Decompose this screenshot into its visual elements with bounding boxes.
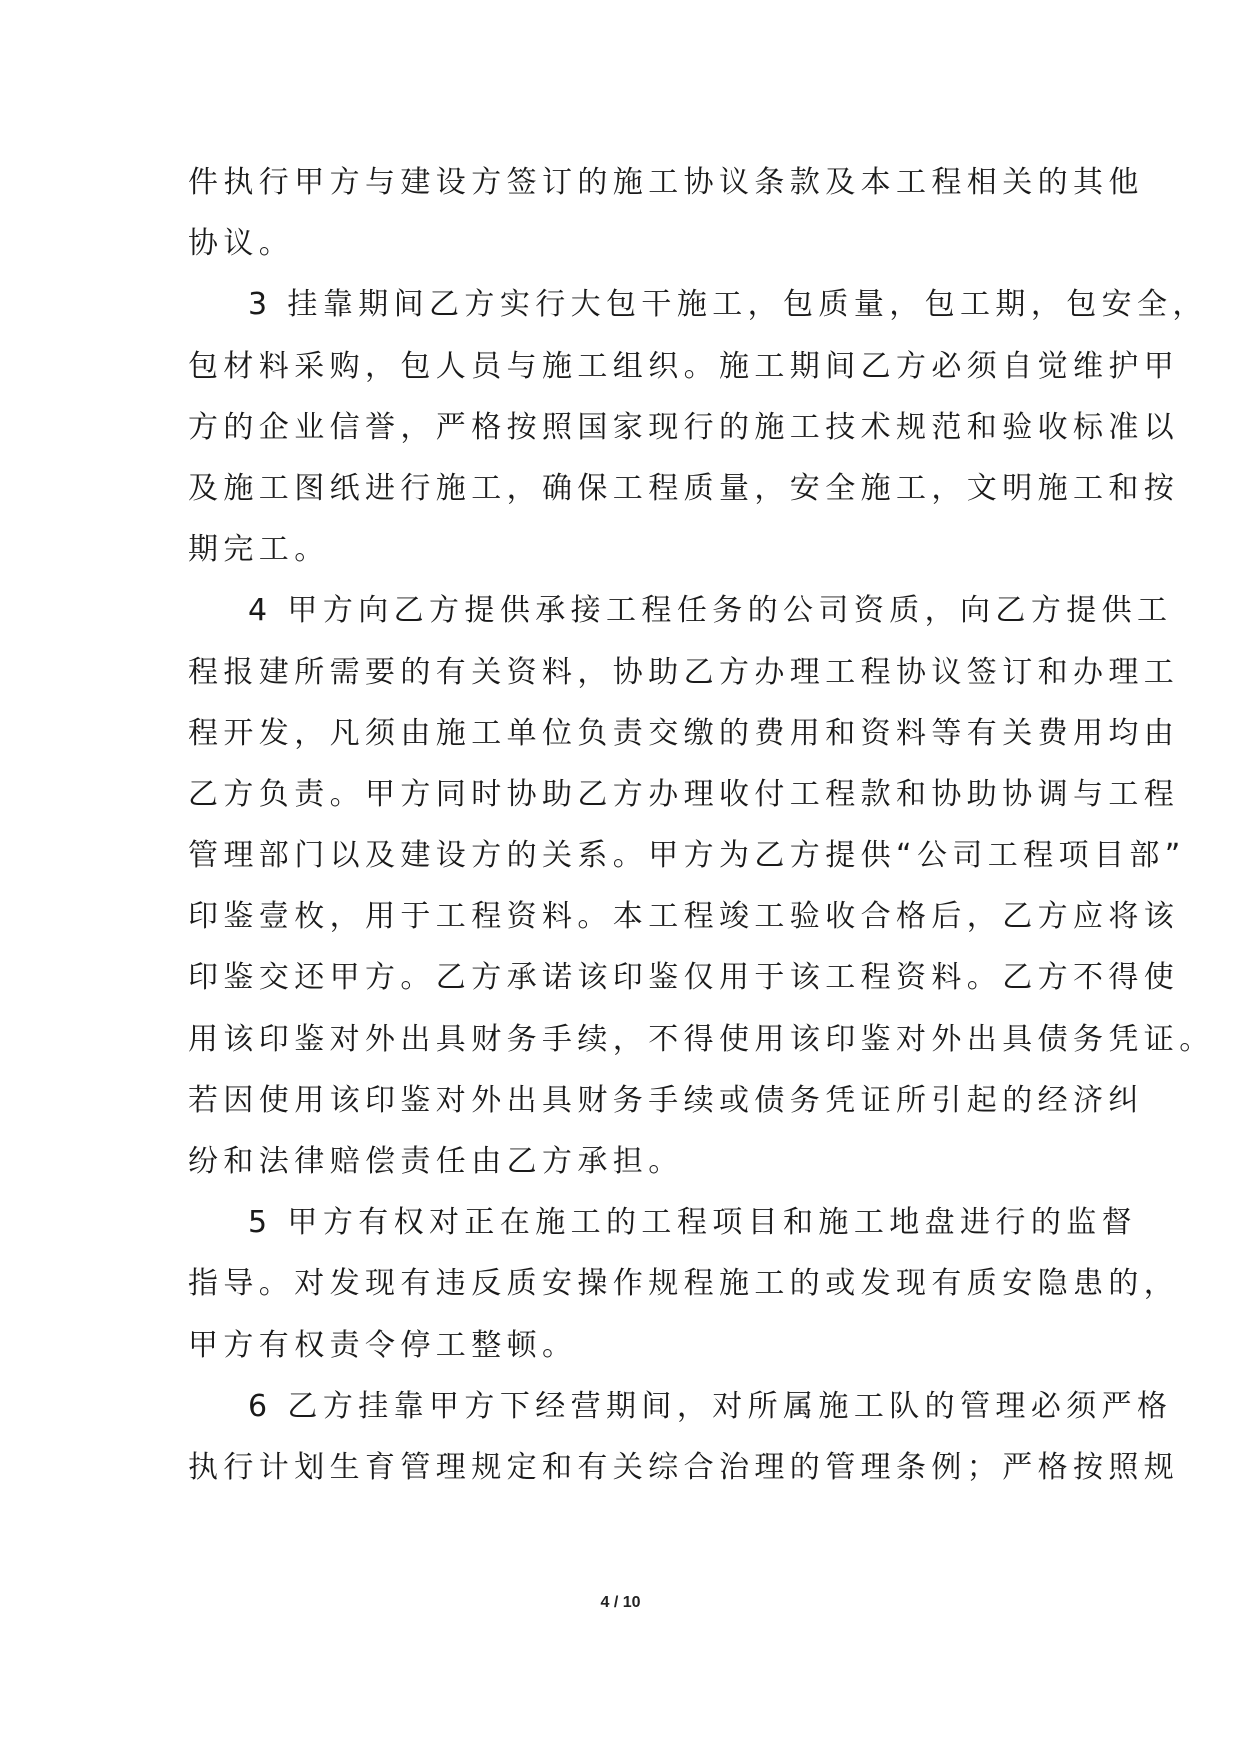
text-line: 程开发，凡须由施工单位负责交缴的费用和资料等有关费用均由 [188, 715, 1180, 751]
text-line: 若因使用该印鉴对外出具财务手续或债务凭证所引起的经济纠 [188, 1082, 1144, 1118]
clause-4-start: 4 甲方向乙方提供承接工程任务的公司资质，向乙方提供工 [248, 593, 1173, 629]
text-line: 指导。对发现有违反质安操作规程施工的或发现有质安隐患的， [188, 1266, 1180, 1302]
text-line: 协议。 [188, 226, 295, 262]
text-line: 程报建所需要的有关资料，协助乙方办理工程协议签订和办理工 [188, 654, 1180, 690]
page-number: 4 / 10 [600, 1594, 641, 1611]
text-line: 管理部门以及建设方的关系。甲方为乙方提供“公司工程项目部” [188, 838, 1186, 874]
text-line: 乙方负责。甲方同时协助乙方办理收付工程款和协助协调与工程 [188, 776, 1180, 812]
text-line: 用该印鉴对外出具财务手续，不得使用该印鉴对外出具债务凭证。 [188, 1021, 1215, 1057]
body-text [188, 152, 1215, 1498]
text-line: 件执行甲方与建设方签订的施工协议条款及本工程相关的其他 [188, 165, 1144, 200]
clause-6-start: 6 乙方挂靠甲方下经营期间，对所属施工队的管理必须严格 [248, 1388, 1173, 1424]
clause-5-start: 5 甲方有权对正在施工的工程项目和施工地盘进行的监督 [248, 1205, 1138, 1241]
text-line: 执行计划生育管理规定和有关综合治理的管理条例；严格按照规 [188, 1449, 1180, 1485]
text-line: 纷和法律赔偿责任由乙方承担。 [188, 1144, 684, 1179]
text-line: 及施工图纸进行施工，确保工程质量，安全施工，文明施工和按 [188, 470, 1180, 506]
text-line: 甲方有权责令停工整顿。 [188, 1327, 578, 1363]
text-line: 方的企业信誉，严格按照国家现行的施工技术规范和验收标准以 [188, 409, 1180, 445]
text-line: 印鉴交还甲方。乙方承诺该印鉴仅用于该工程资料。乙方不得使 [188, 960, 1180, 996]
clause-3-start: 3 挂靠期间乙方实行大包干施工，包质量，包工期，包安全， [248, 287, 1208, 323]
text-line: 期完工。 [188, 532, 330, 568]
text-line: 包材料采购，包人员与施工组织。施工期间乙方必须自觉维护甲 [188, 348, 1180, 384]
text-line: 印鉴壹枚，用于工程资料。本工程竣工验收合格后，乙方应将该 [188, 899, 1180, 935]
